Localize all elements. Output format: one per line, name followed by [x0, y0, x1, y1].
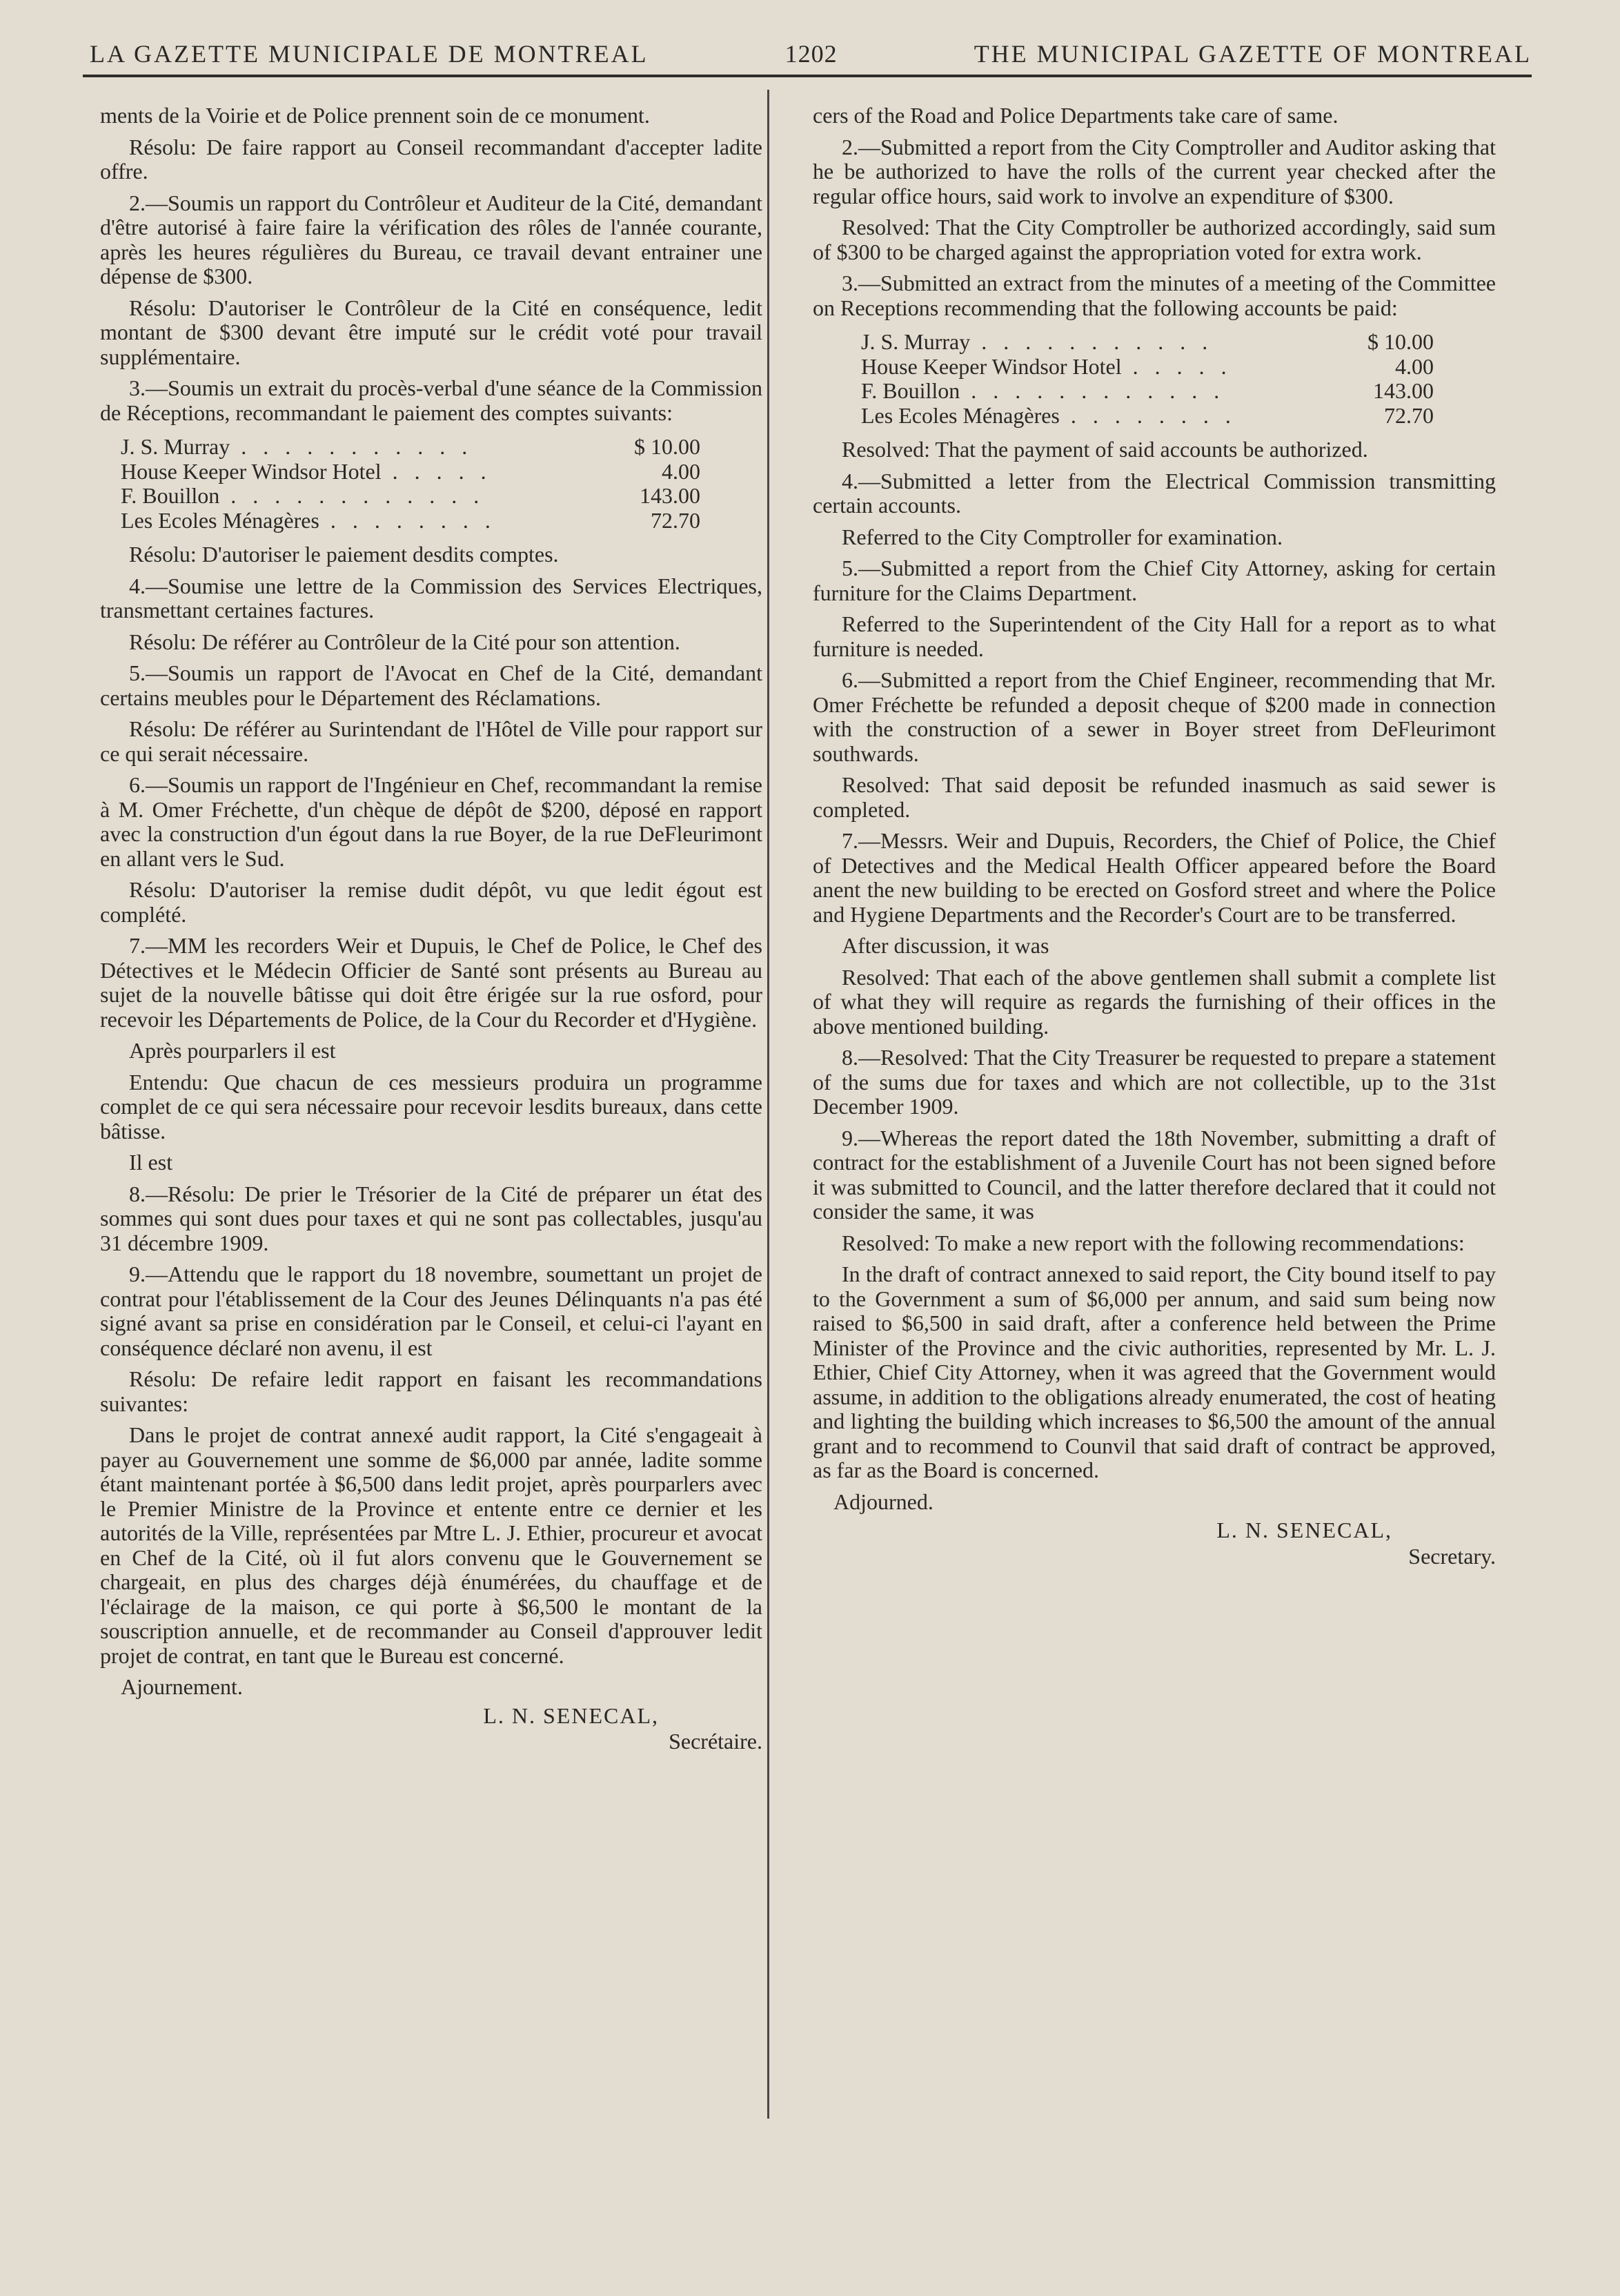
paragraph: 3.—Submitted an extract from the minutes of a meeting of the Committee on Receptions recommending that the following accounts be paid: [813, 271, 1496, 320]
account-name: J. S. Murray . . . . . . . . . . . [861, 329, 1214, 354]
paragraph: Résolu: De référer au Surintendant de l'Hôtel de Ville pour rapport sur ce qui serait nécessaire. [100, 716, 762, 766]
adjournment: Ajournement. [121, 1674, 243, 1699]
paragraph: Resolved: That said deposit be refunded inasmuch as said sewer is completed. [813, 772, 1496, 822]
paragraph: ments de la Voirie et de Police prennent soin de ce monument. [100, 103, 650, 128]
account-row [861, 330, 1434, 355]
paragraph: After discussion, it was [842, 933, 1049, 958]
column-divider [767, 90, 769, 2119]
accounts-table [861, 330, 1434, 428]
signature-block [813, 1490, 1496, 1569]
header-french-title: LA GAZETTE MUNICIPALE DE MONTREAL [90, 40, 649, 68]
paragraph: 7.—Messrs. Weir and Dupuis, Recorders, the Chief of Police, the Chief of Detectives and the Medical Health Officer appeared before the Board anent the new building to be erected on Gosford street and where the Police and Hygiene Departments and the Recorder's Court are to be transferred. [813, 828, 1496, 927]
paragraph: 3.—Soumis un extrait du procès-verbal d'une séance de la Commission de Réceptions, recommandant le paiement des comptes suivants: [100, 375, 762, 425]
account-amount: 72.70 [651, 507, 700, 533]
paragraph: 6.—Submitted a report from the Chief Engineer, recommending that Mr. Omer Fréchette be refunded a deposit cheque of $200 made in connection with the construction of a sewer in Boyer street from DeFleurimont southwards. [813, 667, 1496, 766]
paragraph: 8.—Résolu: De prier le Trésorier de la Cité de préparer un état des sommes qui sont dues pour taxes et qui ne sont pas collectables, jusqu'au 31 décembre 1909. [100, 1181, 762, 1255]
account-name: F. Bouillon . . . . . . . . . . . . [121, 483, 485, 508]
paragraph: 4.—Soumise une lettre de la Commission des Services Electriques, transmettant certaines factures. [100, 573, 762, 622]
paragraph: 6.—Soumis un rapport de l'Ingénieur en Chef, recommandant la remise à M. Omer Fréchette, d'un chèque de dépôt de $200, déposé en rapport avec la construction d'un égout dans la rue Boyer, de la rue DeFleurimont en allant vers le Sud. [100, 772, 762, 871]
signatory-title: Secrétaire. [669, 1729, 762, 1754]
header-english-title: THE MUNICIPAL GAZETTE OF MONTREAL [974, 40, 1532, 68]
account-amount: 143.00 [640, 483, 700, 508]
signature-block [100, 1675, 762, 1754]
page-header [90, 33, 1532, 75]
paragraph: Résolu: De refaire ledit rapport en faisant les recommandations suivantes: [100, 1366, 762, 1416]
account-name: House Keeper Windsor Hotel . . . . . [121, 458, 492, 484]
paragraph: Il est [129, 1150, 173, 1175]
english-column [813, 104, 1496, 1569]
paragraph: Resolved: That the City Comptroller be authorized accordingly, said sum of $300 to be charged against the appropriation voted for extra work. [813, 215, 1496, 264]
account-row [121, 484, 700, 509]
paragraph: 2.—Submitted a report from the City Comptroller and Auditor asking that he be authorized to have the rolls of the current year checked after the regular office hours, said work to involve an expenditure of $300. [813, 134, 1496, 208]
account-row [121, 435, 700, 460]
account-amount: 4.00 [1395, 353, 1434, 379]
paragraph: 2.—Soumis un rapport du Contrôleur et Auditeur de la Cité, demandant d'être autorisé à faire faire la vérification des rôles de l'année courante, après les heures régulières du Bureau, ce travail devant entrainer une dépense de $300. [100, 190, 762, 288]
paragraph: cers of the Road and Police Departments take care of same. [813, 103, 1339, 128]
account-name: J. S. Murray . . . . . . . . . . . [121, 434, 473, 459]
account-amount: $ 10.00 [1367, 329, 1434, 354]
paragraph: Referred to the Superintendent of the City Hall for a report as to what furniture is needed. [813, 611, 1496, 661]
paragraph: Referred to the City Comptroller for examination. [842, 524, 1283, 549]
paragraph: Dans le projet de contrat annexé audit rapport, la Cité s'engageait à payer au Gouvernement une somme de $6,000 par année, ladite somme étant maintenant portée à $6,500 dans ledit projet, après pourparlers avec le Premier Ministre de la Province et entente entre ce dernier et les autorités de la Ville, représentées par Mtre L. J. Ethier, procureur et avocat en Chef de la Cité, où il fut alors convenu que le Gouvernement se chargeait, en plus des charges déjà énumérées, du chauffage et de l'éclairage de la maison, ce qui porte à $6,500 le montant de la souscription annuelle, et de recommander au Conseil d'approuver ledit projet de contrat, en tant que le Bureau est concerné. [100, 1422, 762, 1668]
paragraph: Résolu: De faire rapport au Conseil recommandant d'accepter ladite offre. [100, 134, 762, 184]
paragraph: 8.—Resolved: That the City Treasurer be requested to prepare a statement of the sums due for taxes and which are not collectible, up to the 31st December 1909. [813, 1045, 1496, 1119]
signatory-name: L. N. SENECAL, [1216, 1518, 1392, 1542]
paragraph: Résolu: D'autoriser le paiement desdits comptes. [129, 542, 559, 567]
account-name: F. Bouillon . . . . . . . . . . . . [861, 378, 1225, 403]
paragraph: Résolu: De référer au Contrôleur de la Cité pour son attention. [129, 629, 680, 654]
account-row [121, 460, 700, 484]
page-number: 1202 [784, 40, 838, 68]
paragraph: Résolu: D'autoriser la remise dudit dépôt, vu que ledit égout est complété. [100, 877, 762, 927]
paragraph: 9.—Attendu que le rapport du 18 novembre, soumettant un projet de contrat pour l'établissement de la Cour des Jeunes Délinquants n'a pas été signé avant sa prise en considération par le Conseil, et celui-ci l'ayant en conséquence déclaré non avenu, il est [100, 1262, 762, 1360]
paragraph: Résolu: D'autoriser le Contrôleur de la Cité en conséquence, ledit montant de $300 devant être imputé sur le crédit voté pour travail supplémentaire. [100, 295, 762, 369]
header-rule [83, 75, 1532, 77]
paragraph: 5.—Submitted a report from the Chief City Attorney, asking for certain furniture for the Claims Department. [813, 556, 1496, 605]
account-name: Les Ecoles Ménagères . . . . . . . . [121, 507, 496, 533]
signatory-title: Secretary. [1408, 1543, 1496, 1569]
signatory-name: L. N. SENECAL, [483, 1703, 659, 1728]
adjournment: Adjourned. [833, 1489, 934, 1514]
account-amount: 4.00 [662, 458, 700, 484]
paragraph: In the draft of contract annexed to said report, the City bound itself to pay to the Government a sum of $6,000 per annum, and said sum being now raised to $6,500 in said draft, after a conference held between the Prime Minister of the Province and the civic authorities, represented by Mr. L. J. Ethier, Chief City Attorney, when it was agreed that the Government would assume, in addition to the obligations already enumerated, the cost of heating and lighting the building which increases to $6,500 the amount of the annual grant and to recommend to Counvil that said draft of contract be approved, as far as the Board is concerned. [813, 1262, 1496, 1482]
french-column [100, 104, 762, 1754]
account-amount: 143.00 [1373, 378, 1434, 403]
paragraph: 9.—Whereas the report dated the 18th November, submitting a draft of contract for the establishment of a Juvenile Court has not been signed before it was submitted to Council, and the latter therefore declared that it could not consider the same, it was [813, 1125, 1496, 1224]
account-amount: $ 10.00 [634, 434, 700, 459]
paragraph: Après pourparlers il est [129, 1038, 336, 1063]
paragraph: 4.—Submitted a letter from the Electrical Commission transmitting certain accounts. [813, 468, 1496, 518]
account-amount: 72.70 [1384, 402, 1434, 428]
paragraph: Entendu: Que chacun de ces messieurs produira un programme complet de ce qui sera nécessaire pour recevoir lesdits bureaux, dans cette bâtisse. [100, 1069, 762, 1144]
paragraph: 5.—Soumis un rapport de l'Avocat en Chef de la Cité, demandant certains meubles pour le Département des Réclamations. [100, 660, 762, 710]
account-row [861, 404, 1434, 429]
paragraph: Resolved: That the payment of said accounts be authorized. [842, 437, 1368, 462]
account-row [861, 379, 1434, 404]
paragraph: Resolved: That each of the above gentlemen shall submit a complete list of what they will require as regards the furnishing of their offices in the above mentioned building. [813, 964, 1496, 1039]
account-name: House Keeper Windsor Hotel . . . . . [861, 353, 1232, 379]
accounts-table [121, 435, 700, 533]
paragraph: Resolved: To make a new report with the following recommendations: [842, 1230, 1465, 1255]
account-row [861, 355, 1434, 380]
paragraph: 7.—MM les recorders Weir et Dupuis, le Chef de Police, le Chef des Détectives et le Médecin Officier de Santé sont présents au Bureau au sujet de la nouvelle bâtisse qui doit être érigée sur la rue osford, pour recevoir les Départements de Police, de la Cour du Recorder et d'Hygiène. [100, 933, 762, 1032]
account-name: Les Ecoles Ménagères . . . . . . . . [861, 402, 1236, 428]
account-row [121, 509, 700, 533]
